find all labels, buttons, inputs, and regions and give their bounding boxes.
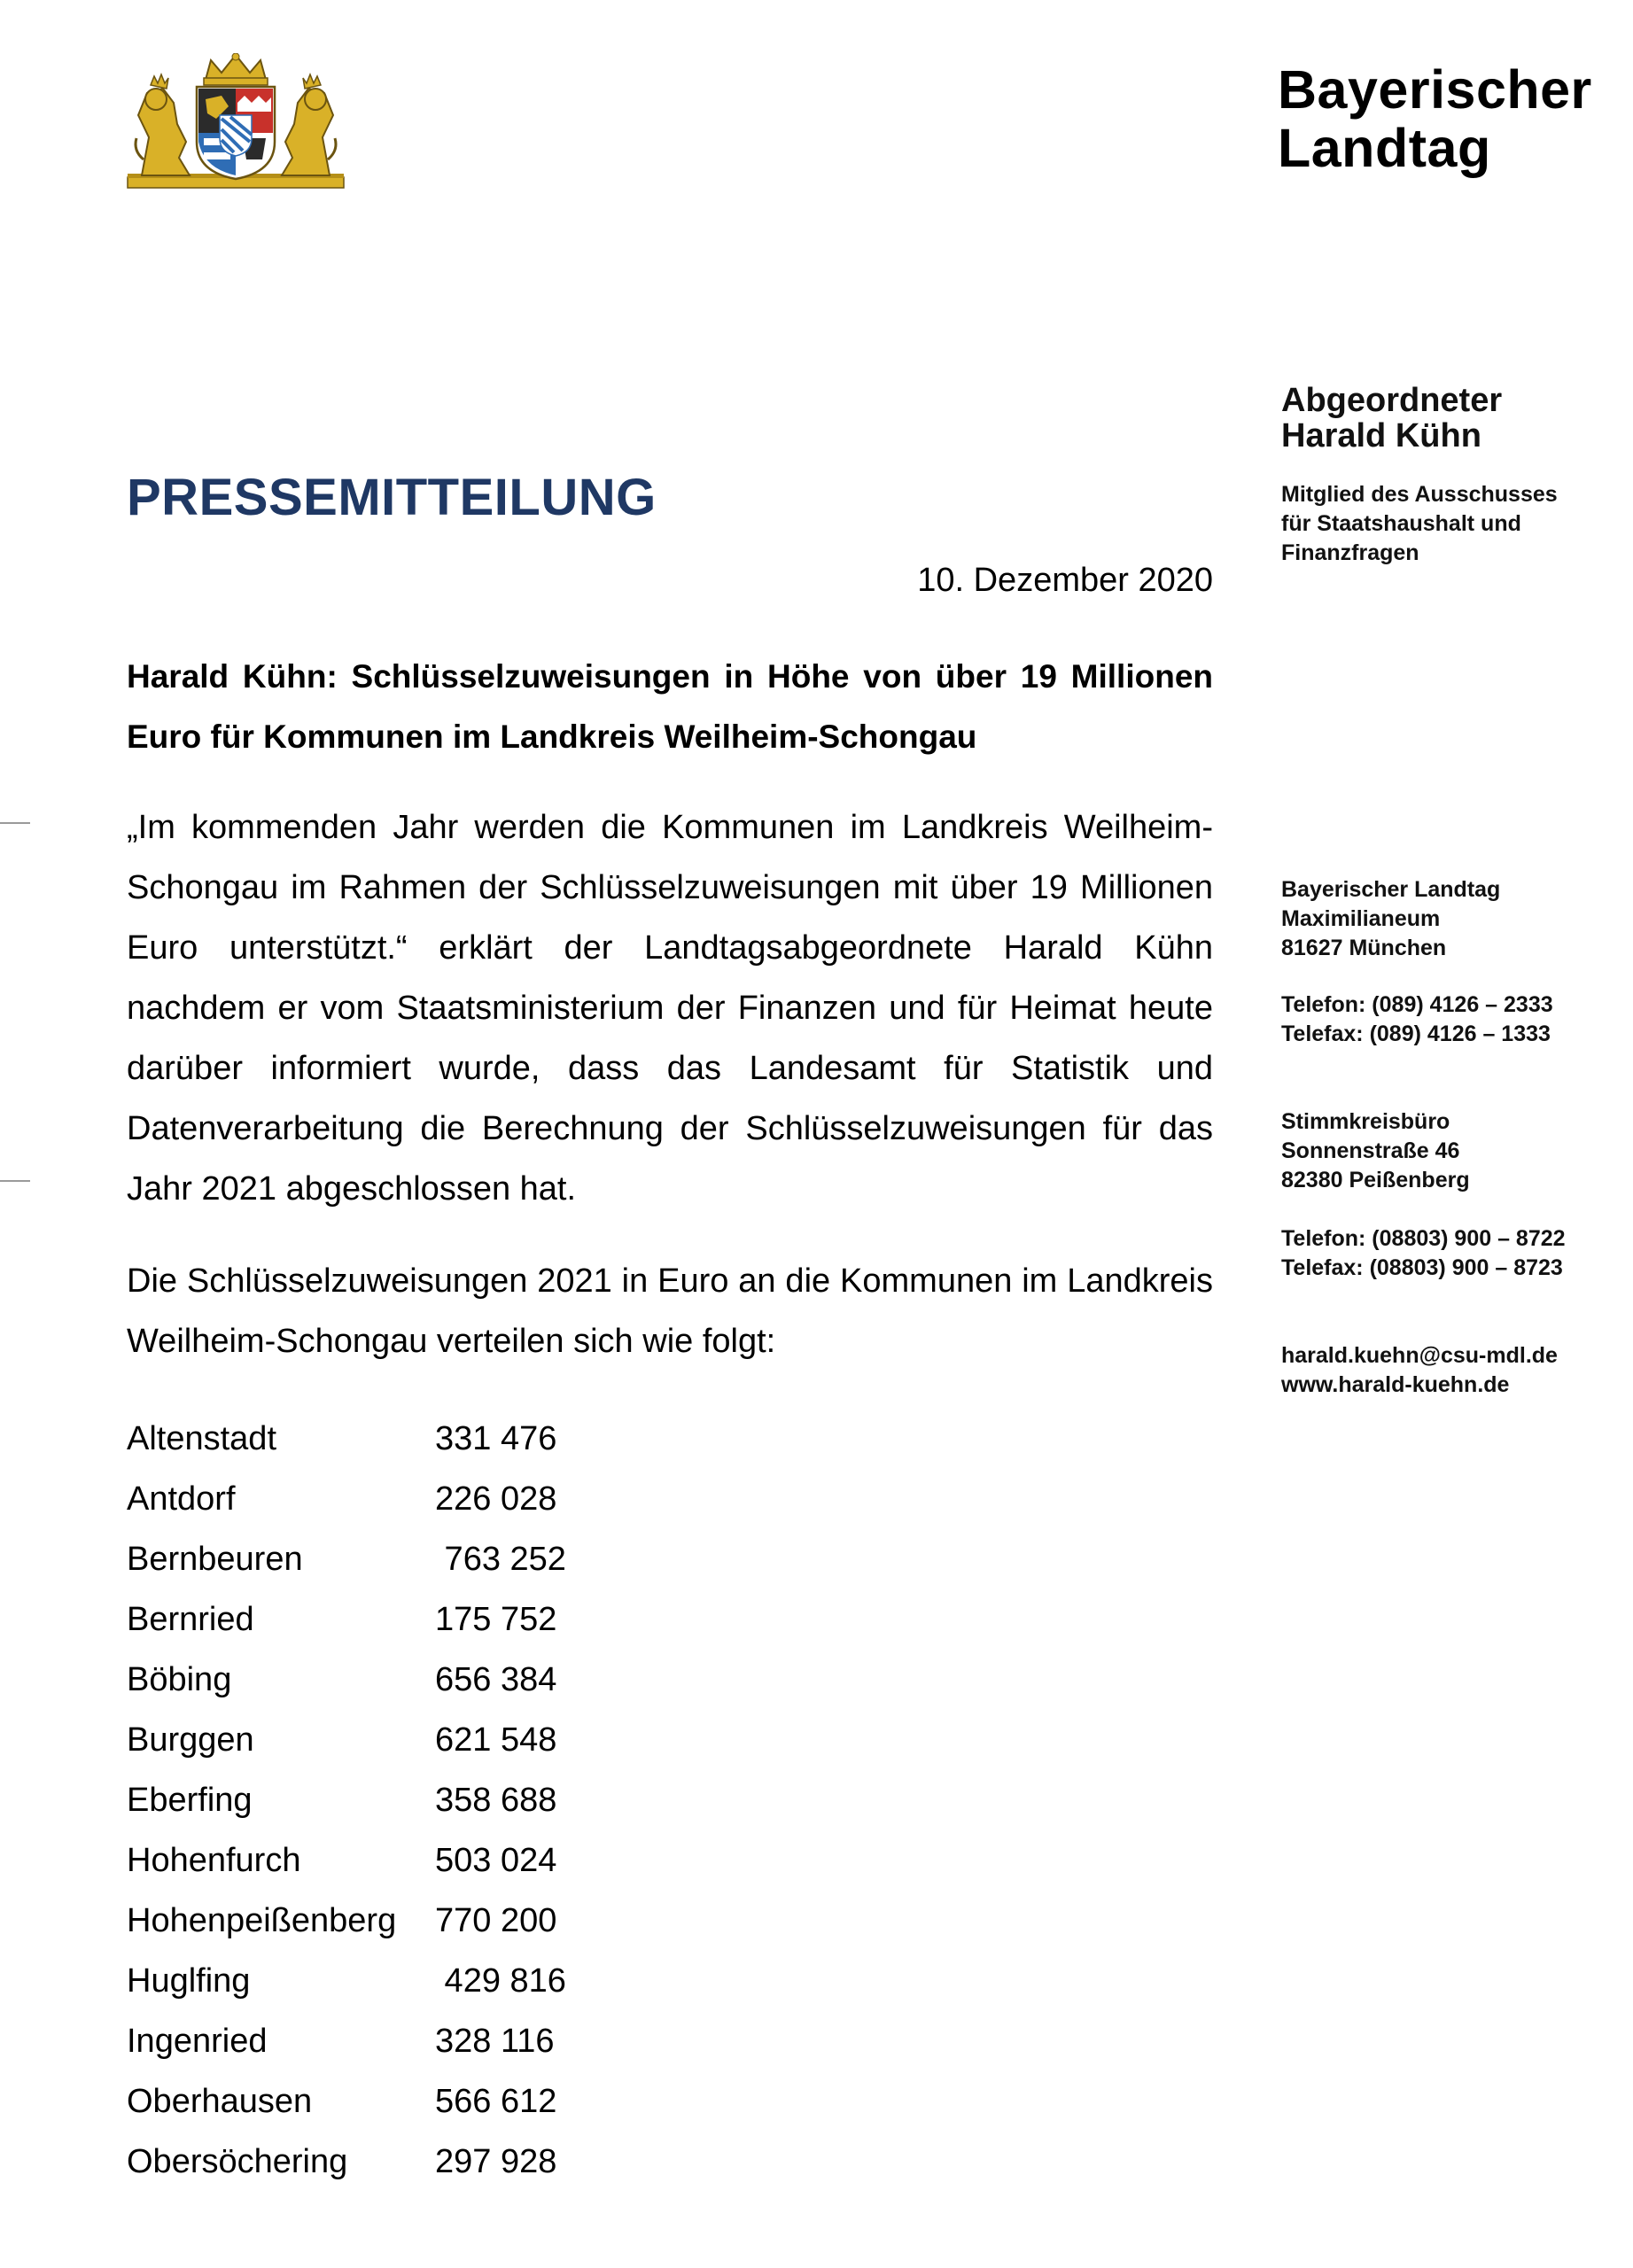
allocation-value: 621 548 [435, 1721, 557, 1759]
brand-line-1: Bayerischer [1278, 59, 1592, 120]
member-role [1281, 480, 1558, 568]
allocation-value: 770 200 [435, 1902, 557, 1939]
body-paragraph-2: Die Schlüsselzuweisungen 2021 in Euro an die Kommunen im Landkreis Weilheim-Schongau verteilen sich wie folgt: [127, 1262, 1213, 1360]
body-paragraph-1: „Im kommenden Jahr werden die Kommunen im Landkreis Weilheim-Schongau im Rahmen der Schlüsselzuweisungen mit über 19 Millionen Euro unterstützt.“ erklärt der Landtagsabgeordnete Harald Kühn nachdem er vom Staatsministerium der Finanzen und für Heimat heute darüber informiert wurde, dass das Landesamt für Statistik und Datenverarbeitung die Berechnung der Schlüsselzuweisungen für das Jahr 2021 abgeschlossen hat. [127, 809, 1213, 1208]
address-line: Sonnenstraße 46 [1281, 1138, 1460, 1163]
member-title: Abgeordneter [1281, 382, 1503, 419]
allocation-value: 297 928 [435, 2143, 557, 2180]
fold-mark [0, 822, 30, 824]
list-item [127, 1529, 566, 1589]
brand-logo-text [1278, 60, 1592, 177]
allocation-value: 656 384 [435, 1661, 557, 1698]
municipality-name: Oberhausen [127, 2083, 313, 2120]
list-item [127, 2011, 566, 2071]
role-line: Mitglied des Ausschusses [1281, 482, 1558, 507]
landtag-address [1281, 875, 1500, 963]
constituency-office-address [1281, 1107, 1470, 1195]
address-line: Stimmkreisbüro [1281, 1109, 1450, 1134]
member-fullname: Harald Kühn [1281, 417, 1481, 454]
list-item [127, 1770, 566, 1830]
bavarian-coat-of-arms-icon [124, 53, 347, 191]
municipality-name: Bernbeuren [127, 1541, 303, 1578]
allocation-value: 358 688 [435, 1782, 557, 1819]
allocation-value: 566 612 [435, 2083, 557, 2120]
list-item [127, 1830, 566, 1891]
member-name [1281, 383, 1502, 454]
list-item [127, 1710, 566, 1770]
address-line: Bayerischer Landtag [1281, 877, 1501, 902]
allocation-value: 429 816 [435, 1962, 566, 2000]
address-line: 81627 München [1281, 936, 1447, 960]
municipality-name: Altenstadt [127, 1420, 276, 1457]
municipality-name: Hohenpeißenberg [127, 1902, 397, 1939]
office-phone [1281, 1224, 1566, 1283]
list-item [127, 2132, 566, 2192]
headline: Harald Kühn: Schlüsselzuweisungen in Höhe von über 19 Millionen Euro für Kommunen im Landkreis Weilheim-Schongau [127, 658, 1213, 755]
contact-info [1281, 1341, 1558, 1400]
allocation-value: 331 476 [435, 1420, 557, 1457]
role-line: Finanzfragen [1281, 540, 1419, 565]
list-item [127, 1469, 566, 1529]
municipality-name: Böbing [127, 1661, 232, 1698]
list-item [127, 1951, 566, 2011]
allocation-value: 328 116 [435, 2023, 555, 2060]
phone-line: Telefon: (089) 4126 – 2333 [1281, 992, 1553, 1017]
address-line: 82380 Peißenberg [1281, 1168, 1470, 1192]
list-item [127, 1891, 566, 1951]
landtag-phone [1281, 990, 1553, 1049]
municipality-name: Hohenfurch [127, 1842, 301, 1879]
allocation-value: 503 024 [435, 1842, 557, 1879]
fax-line: Telefax: (08803) 900 – 8723 [1281, 1255, 1563, 1280]
role-line: für Staatshaushalt und [1281, 511, 1521, 536]
email-link[interactable]: harald.kuehn@csu-mdl.de [1281, 1343, 1558, 1368]
municipality-name: Obersöchering [127, 2143, 348, 2180]
list-item [127, 1589, 566, 1650]
municipality-name: Bernried [127, 1601, 254, 1638]
municipality-name: Burggen [127, 1721, 254, 1759]
list-item [127, 2071, 566, 2132]
fax-line: Telefax: (089) 4126 – 1333 [1281, 1021, 1551, 1046]
allocation-value: 763 252 [435, 1541, 566, 1578]
municipality-name: Huglfing [127, 1962, 251, 2000]
phone-line: Telefon: (08803) 900 – 8722 [1281, 1226, 1566, 1251]
page-title: PRESSEMITTEILUNG [127, 469, 657, 526]
allocation-value: 175 752 [435, 1601, 557, 1638]
website-link[interactable]: www.harald-kuehn.de [1281, 1372, 1510, 1397]
fold-mark [0, 1180, 30, 1182]
list-item [127, 1409, 566, 1469]
allocation-value: 226 028 [435, 1480, 557, 1518]
brand-line-2: Landtag [1278, 118, 1491, 178]
allocation-list [127, 1409, 566, 2192]
municipality-name: Eberfing [127, 1782, 253, 1819]
list-item [127, 1650, 566, 1710]
address-line: Maximilianeum [1281, 906, 1441, 931]
release-date: 10. Dezember 2020 [917, 562, 1213, 599]
municipality-name: Ingenried [127, 2023, 268, 2060]
municipality-name: Antdorf [127, 1480, 236, 1518]
